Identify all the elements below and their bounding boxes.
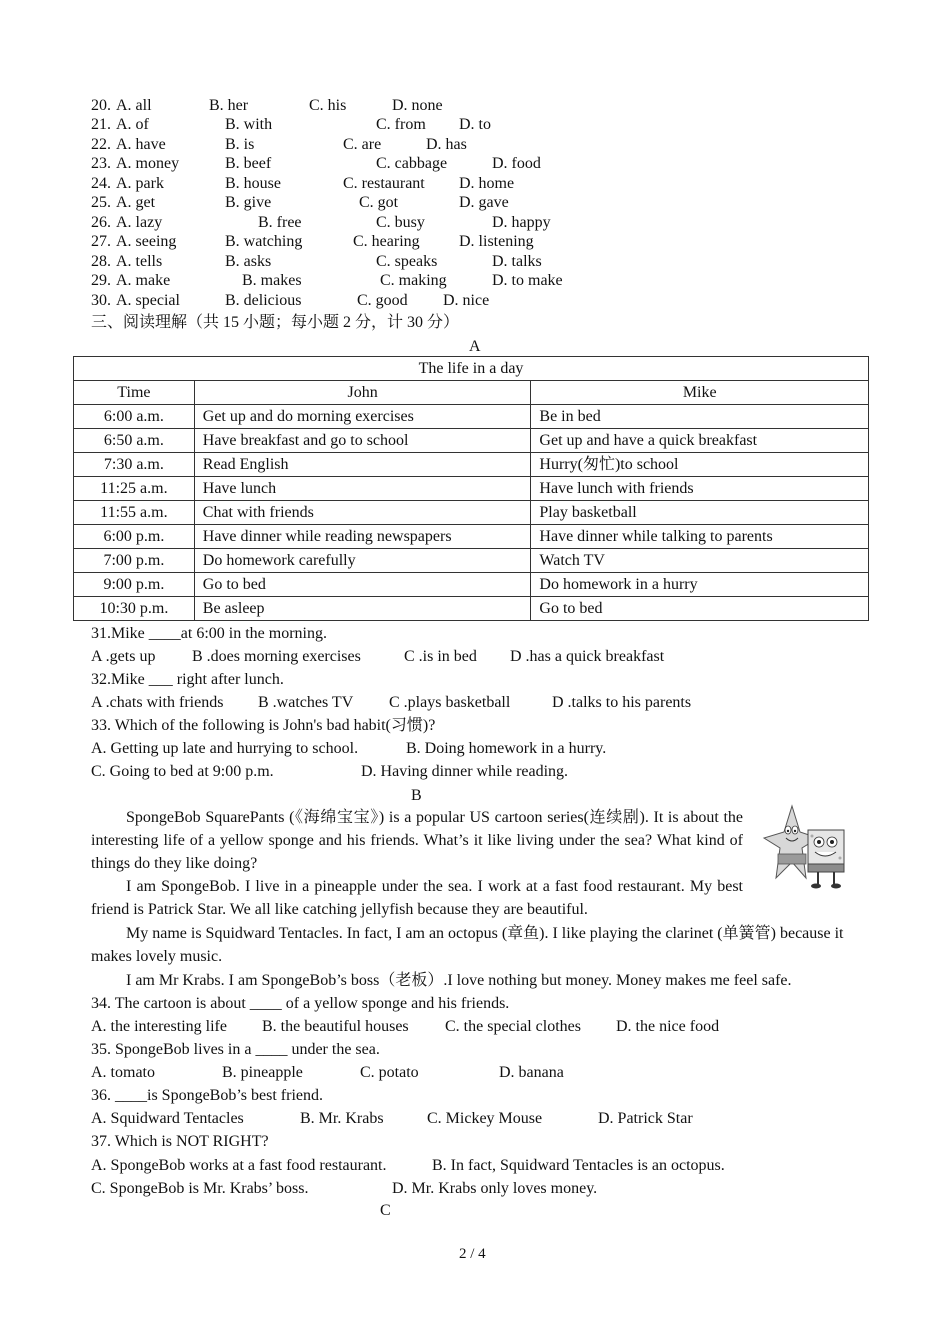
cloze-option-b: B. delicious [225, 292, 302, 309]
page-number: 2 / 4 [459, 1246, 486, 1262]
spongebob-patrick-illustration [762, 802, 852, 890]
q37-option-b: B. In fact, Squidward Tentacles is an octopus. [432, 1157, 725, 1174]
john-cell: Read English [194, 453, 531, 477]
cloze-option-c: C. from [376, 116, 426, 133]
cloze-option-b: B. give [225, 194, 272, 211]
cloze-option-c: C. got [359, 194, 399, 211]
q34-option-c: C. the special clothes [445, 1018, 581, 1035]
cloze-number: 22. [91, 136, 111, 153]
q33-option-d: D. Having dinner while reading. [361, 763, 569, 780]
q32-option-b: B .watches TV [258, 694, 354, 711]
q37-options-ab [91, 1154, 871, 1177]
q36-option-c: C. Mickey Mouse [427, 1110, 543, 1127]
q31-option-a: A .gets up [91, 648, 156, 665]
header-mike: Mike [531, 381, 869, 405]
time-cell: 9:00 p.m. [74, 573, 195, 597]
cloze-option-a: A. all [116, 97, 152, 114]
daily-life-table [73, 356, 869, 621]
cloze-option-d: D. gave [459, 194, 509, 211]
cloze-option-b: B. house [225, 175, 281, 192]
cloze-row-25 [91, 193, 691, 212]
cloze-row-26 [91, 213, 691, 232]
cloze-number: 27. [91, 233, 111, 250]
q36-options [91, 1107, 871, 1130]
q31-option-c: C .is in bed [404, 648, 477, 665]
section-three-heading: 三、阅读理解（共 15 小题；每小题 2 分，计 30 分） [91, 314, 460, 331]
cloze-row-22 [91, 135, 691, 154]
mike-cell: Do homework in a hurry [531, 573, 869, 597]
cloze-option-c: C. good [357, 292, 408, 309]
q34-option-a: A. the interesting life [91, 1018, 227, 1035]
cloze-option-a: A. tells [116, 253, 163, 270]
passage-b-paragraph-3: My name is Squidward Tentacles. In fact, I am an octopus (章鱼). I like playing the clarinet (单簧管) because it makes lovely music. [91, 925, 844, 965]
mike-cell: Go to bed [531, 597, 869, 621]
q35-options [91, 1061, 871, 1084]
table-row [74, 597, 869, 621]
mike-cell: Get up and have a quick breakfast [531, 429, 869, 453]
header-time: Time [74, 381, 195, 405]
mike-cell: Hurry(匆忙)to school [531, 453, 869, 477]
cloze-option-c: C. speaks [376, 253, 438, 270]
cloze-option-a: A. money [116, 155, 180, 172]
q37-stem: 37. Which is NOT RIGHT? [91, 1133, 269, 1150]
cloze-option-b: B. beef [225, 155, 272, 172]
john-cell: Have dinner while reading newspapers [194, 525, 531, 549]
header-john: John [194, 381, 531, 405]
cloze-option-c: C. making [380, 272, 447, 289]
mike-cell: Be in bed [531, 405, 869, 429]
cloze-option-d: D. listening [459, 233, 534, 250]
q32-option-d: D .talks to his parents [552, 694, 692, 711]
q35-stem: 35. SpongeBob lives in a ____ under the sea. [91, 1041, 380, 1058]
mike-cell: Have dinner while talking to parents [531, 525, 869, 549]
q36-option-d: D. Patrick Star [598, 1110, 693, 1127]
q33-stem: 33. Which of the following is John's bad habit(习惯)? [91, 717, 436, 734]
passage-b-paragraph-1: SpongeBob SquarePants (《海绵宝宝》) is a popular US cartoon series(连续剧). It is about the interesting life of a yellow sponge and his friends. What’s it like living under the sea? What kind of things do they like doing? [91, 809, 743, 872]
cloze-option-d: D. to [459, 116, 491, 133]
table-row [74, 429, 869, 453]
cloze-option-a: A. have [116, 136, 166, 153]
cloze-option-a: A. park [116, 175, 164, 192]
john-cell: Have breakfast and go to school [194, 429, 531, 453]
cloze-option-b: B. watching [225, 233, 303, 250]
q33-option-a: A. Getting up late and hurrying to school. [91, 740, 359, 757]
cloze-option-d: D. happy [492, 214, 551, 231]
passage-b-label: B [411, 787, 422, 804]
john-cell: Get up and do morning exercises [194, 405, 531, 429]
q36-option-b: B. Mr. Krabs [300, 1110, 384, 1127]
time-cell: 11:55 a.m. [74, 501, 195, 525]
cloze-option-d: D. nice [443, 292, 490, 309]
john-cell: Do homework carefully [194, 549, 531, 573]
cloze-option-b: B. free [258, 214, 302, 231]
q32-option-c: C .plays basketball [389, 694, 511, 711]
table-row [74, 525, 869, 549]
q34-option-d: D. the nice food [616, 1018, 720, 1035]
john-cell: Have lunch [194, 477, 531, 501]
q35-option-a: A. tomato [91, 1064, 155, 1081]
q34-stem: 34. The cartoon is about ____ of a yellow sponge and his friends. [91, 995, 510, 1012]
cloze-number: 26. [91, 214, 111, 231]
cloze-number: 21. [91, 116, 111, 133]
mike-cell: Play basketball [531, 501, 869, 525]
q35-option-c: C. potato [360, 1064, 419, 1081]
table-row [74, 453, 869, 477]
passage-c-label: C [380, 1202, 391, 1219]
q32-option-a: A .chats with friends [91, 694, 224, 711]
cloze-row-23 [91, 154, 691, 173]
cloze-number: 28. [91, 253, 111, 270]
john-cell: Be asleep [194, 597, 531, 621]
q32-stem: 32.Mike ___ right after lunch. [91, 671, 284, 688]
time-cell: 7:30 a.m. [74, 453, 195, 477]
q33-options-ab [91, 737, 871, 760]
cloze-option-a: A. seeing [116, 233, 177, 250]
mike-cell: Watch TV [531, 549, 869, 573]
cloze-option-d: D. home [459, 175, 515, 192]
table-row [74, 501, 869, 525]
cloze-option-a: A. of [116, 116, 149, 133]
cloze-option-a: A. special [116, 292, 180, 309]
cloze-row-30 [91, 291, 691, 310]
cloze-option-d: D. food [492, 155, 541, 172]
q35-option-b: B. pineapple [222, 1064, 303, 1081]
cloze-option-c: C. cabbage [376, 155, 448, 172]
table-row [74, 477, 869, 501]
cloze-option-a: A. get [116, 194, 156, 211]
cloze-option-b: B. is [225, 136, 255, 153]
cloze-number: 20. [91, 97, 111, 114]
q33-option-c: C. Going to bed at 9:00 p.m. [91, 763, 274, 780]
q37-option-c: C. SpongeBob is Mr. Krabs’ boss. [91, 1180, 309, 1197]
cloze-option-a: A. make [116, 272, 171, 289]
cloze-number: 25. [91, 194, 111, 211]
q33-option-b: B. Doing homework in a hurry. [406, 740, 607, 757]
cloze-option-d: D. talks [492, 253, 542, 270]
cloze-option-b: B. asks [225, 253, 272, 270]
time-cell: 6:50 a.m. [74, 429, 195, 453]
cloze-option-b: B. her [209, 97, 249, 114]
john-cell: Go to bed [194, 573, 531, 597]
q33-options-cd [91, 760, 871, 783]
cloze-option-c: C. busy [376, 214, 425, 231]
q31-option-d: D .has a quick breakfast [510, 648, 665, 665]
time-cell: 6:00 a.m. [74, 405, 195, 429]
cloze-option-d: D. has [426, 136, 467, 153]
q34-option-b: B. the beautiful houses [262, 1018, 409, 1035]
q36-option-a: A. Squidward Tentacles [91, 1110, 244, 1127]
q35-option-d: D. banana [499, 1064, 564, 1081]
time-cell: 10:30 p.m. [74, 597, 195, 621]
cloze-row-24 [91, 174, 691, 193]
cloze-option-a: A. lazy [116, 214, 163, 231]
q31-option-b: B .does morning exercises [192, 648, 361, 665]
cloze-option-c: C. restaurant [343, 175, 425, 192]
table-title: The life in a day [74, 357, 869, 381]
q37-option-d: D. Mr. Krabs only loves money. [392, 1180, 598, 1197]
cloze-number: 29. [91, 272, 111, 289]
cloze-row-20 [91, 96, 691, 115]
mike-cell: Have lunch with friends [531, 477, 869, 501]
passage-a-label: A [469, 338, 481, 355]
cloze-option-b: B. with [225, 116, 273, 133]
table-row [74, 405, 869, 429]
q36-stem: 36. ____is SpongeBob’s best friend. [91, 1087, 323, 1104]
cloze-number: 24. [91, 175, 111, 192]
cloze-row-29 [91, 271, 691, 290]
cloze-option-c: C. are [343, 136, 382, 153]
time-cell: 11:25 a.m. [74, 477, 195, 501]
cloze-option-c: C. hearing [353, 233, 420, 250]
passage-b-paragraph-4: I am Mr Krabs. I am SpongeBob’s boss（老板）.I love nothing but money. Money makes me feel safe. [126, 972, 792, 989]
q37-options-cd [91, 1177, 871, 1200]
q31-options [91, 645, 871, 668]
cloze-number: 23. [91, 155, 111, 172]
cloze-option-c: C. his [309, 97, 347, 114]
q31-stem: 31.Mike ____at 6:00 in the morning. [91, 625, 327, 642]
cloze-option-b: B. makes [242, 272, 302, 289]
table-row [74, 549, 869, 573]
table-row [74, 573, 869, 597]
cloze-option-d: D. none [392, 97, 443, 114]
cloze-option-d: D. to make [492, 272, 563, 289]
passage-b-paragraph-2: I am SpongeBob. I live in a pineapple under the sea. I work at a fast food restaurant. My best friend is Patrick Star. We all like catching jellyfish because they are beautiful. [91, 878, 743, 918]
q34-options [91, 1015, 871, 1038]
time-cell: 6:00 p.m. [74, 525, 195, 549]
john-cell: Chat with friends [194, 501, 531, 525]
cloze-number: 30. [91, 292, 111, 309]
time-cell: 7:00 p.m. [74, 549, 195, 573]
cloze-row-21 [91, 115, 691, 134]
cloze-row-27 [91, 232, 691, 251]
cloze-row-28 [91, 252, 691, 271]
q32-options [91, 691, 871, 714]
q37-option-a: A. SpongeBob works at a fast food restaurant. [91, 1157, 387, 1174]
